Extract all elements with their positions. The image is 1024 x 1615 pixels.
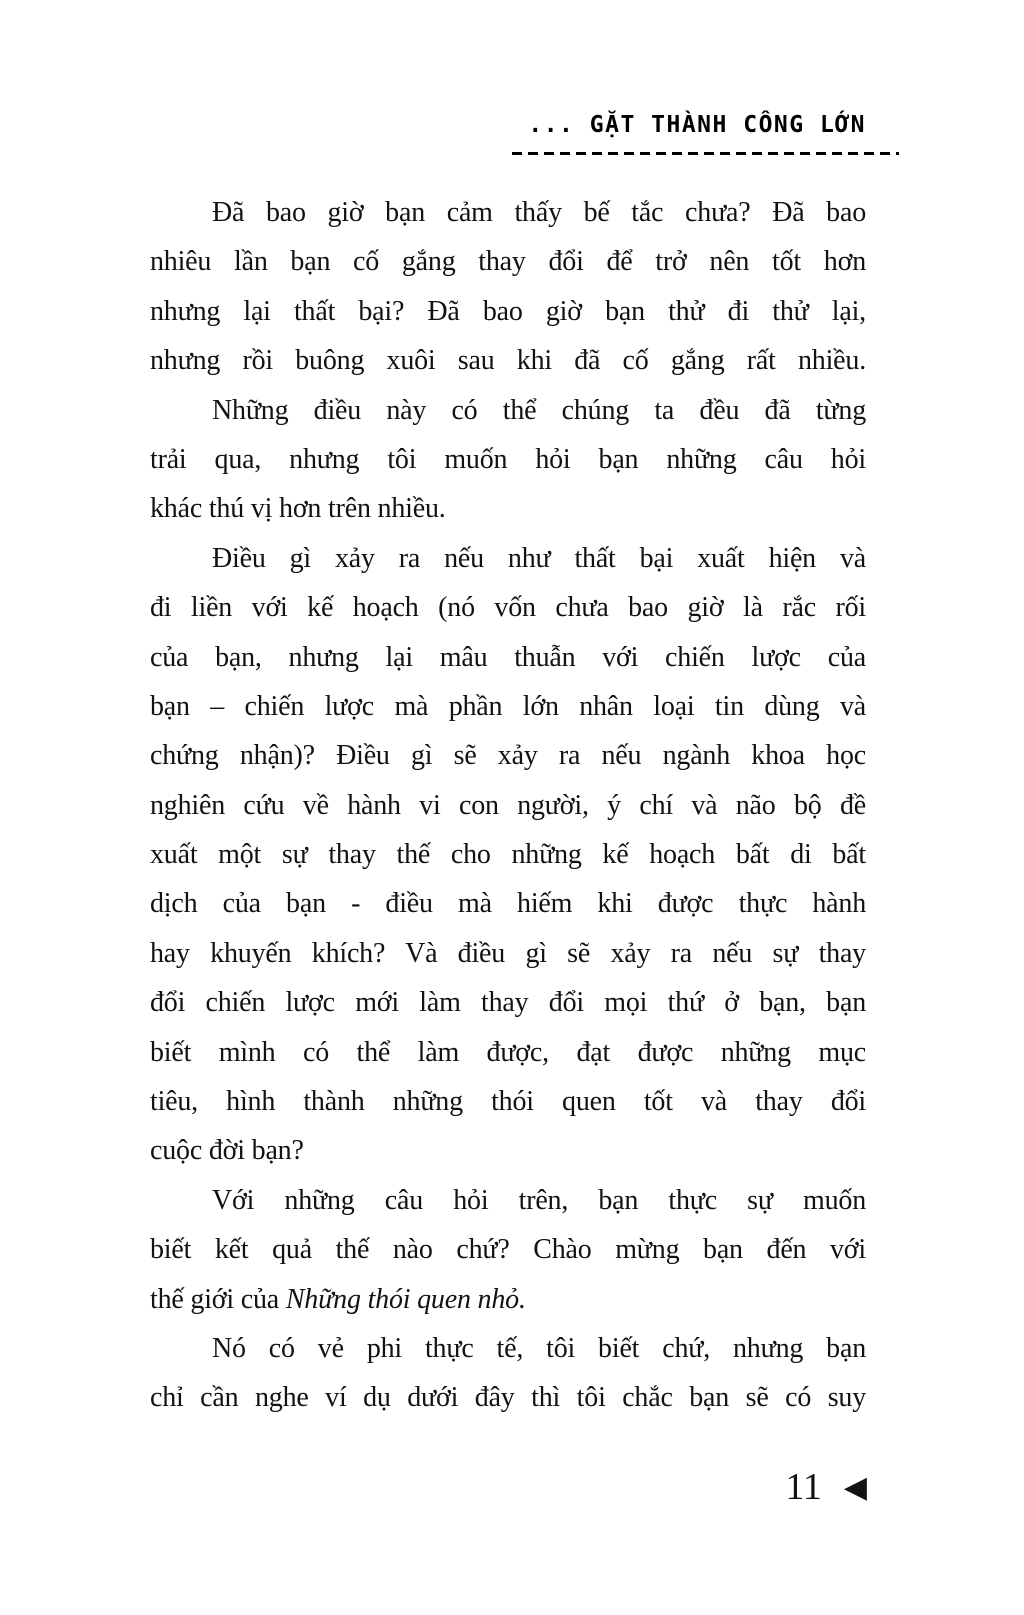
text-line: hay khuyến khích? Và điều gì sẽ xảy ra nếu sự thay <box>150 937 866 969</box>
running-head-title: ... GẶT THÀNH CÔNG LỚN <box>528 112 866 138</box>
text-segment: thế giới của <box>150 1283 286 1315</box>
paragraph <box>150 534 866 1176</box>
text-line: dịch của bạn - điều mà hiếm khi được thực hành <box>150 888 866 920</box>
text-line: bạn – chiến lược mà phần lớn nhân loại tin dùng và <box>150 690 866 722</box>
text-line: Nó có vẻ phi thực tế, tôi biết chứ, nhưng bạn <box>212 1332 866 1364</box>
text-line: xuất một sự thay thế cho những kế hoạch bất di bất <box>150 839 866 871</box>
text-line: Đã bao giờ bạn cảm thấy bế tắc chưa? Đã bao <box>212 197 866 228</box>
left-triangle-icon: ◀ <box>843 1470 867 1505</box>
text-line <box>150 1275 866 1324</box>
paragraph <box>150 1324 866 1423</box>
text-line: đi liền với kế hoạch (nó vốn chưa bao giờ là rắc rối <box>150 592 866 624</box>
text-line: nhiêu lần bạn cố gắng thay đổi để trở nên tốt hơn <box>150 246 866 278</box>
text-line: chứng nhận)? Điều gì sẽ xảy ra nếu ngành khoa học <box>150 740 866 772</box>
text-line: nhưng rồi buông xuôi sau khi đã cố gắng rất nhiều. <box>150 345 866 377</box>
text-line: của bạn, nhưng lại mâu thuẫn với chiến lược của <box>150 641 866 673</box>
text-line: biết kết quả thế nào chứ? Chào mừng bạn đến với <box>150 1234 866 1266</box>
text-line: khác thú vị hơn trên nhiều. <box>150 493 446 525</box>
text-line: đổi chiến lược mới làm thay đổi mọi thứ ở bạn, bạn <box>150 987 866 1019</box>
book-title-italic: Những thói quen nhỏ. <box>285 1283 526 1315</box>
text-line: biết mình có thể làm được, đạt được những mục <box>150 1036 866 1068</box>
text-line: tiêu, hình thành những thói quen tốt và thay đổi <box>150 1086 866 1118</box>
text-line: nhưng lại thất bại? Đã bao giờ bạn thử đi thử lại, <box>150 295 866 327</box>
text-line: chỉ cần nghe ví dụ dưới đây thì tôi chắc bạn sẽ có suy <box>150 1382 866 1414</box>
page-footer <box>785 1468 867 1506</box>
header-dashed-divider <box>512 152 899 155</box>
paragraph <box>150 188 866 386</box>
page-body <box>150 188 866 1423</box>
text-line: Những điều này có thể chúng ta đều đã từng <box>212 394 866 426</box>
text-line: nghiên cứu về hành vi con người, ý chí và não bộ đề <box>150 789 866 821</box>
text-line: trải qua, nhưng tôi muốn hỏi bạn những câu hỏi <box>150 443 866 475</box>
paragraph <box>150 386 866 534</box>
text-line: Với những câu hỏi trên, bạn thực sự muốn <box>212 1184 866 1216</box>
text-line: cuộc đời bạn? <box>150 1135 304 1167</box>
paragraph <box>150 1176 866 1324</box>
text-line: Điều gì xảy ra nếu như thất bại xuất hiện và <box>212 542 866 574</box>
page-number: 11 <box>785 1466 822 1508</box>
